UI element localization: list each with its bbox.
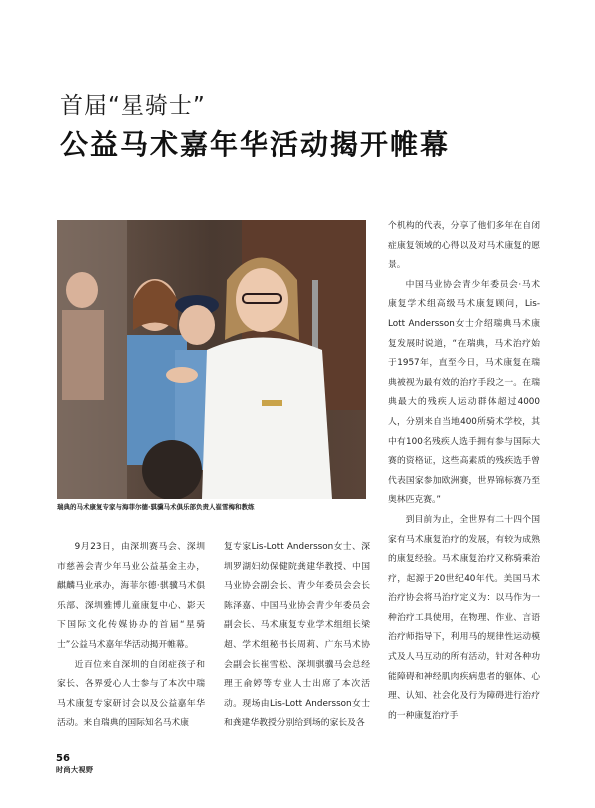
article-title-line1: 首届“星骑士” <box>60 93 206 119</box>
article-title-line2: 公益马术嘉年华活动揭开帷幕 <box>60 128 451 161</box>
article-column-right <box>388 217 540 726</box>
photo-caption: 瑞典的马术康复专家与海菲尔德·骐骥马术俱乐部负责人崔雪梅和教练 <box>57 503 255 511</box>
paragraph: 9月23日，由深圳赛马会、深圳市慈善会青少年马业公益基金主办，麒麟马业承办，海菲尔德·骐骥马术俱乐部、深圳雅博儿童康复中心、影天下国际文化传媒协办的首届“星骑士”公益马术嘉年华活动揭开帷幕。 <box>57 542 205 650</box>
paragraph: 中国马业协会青少年委员会·马术康复学术组高级马术康复顾问，Lis-Lott Andersson女士介绍瑞典马术康复发展时说道，“在瑞典，马术治疗始于1957年，直至今日，马术康复在瑞典被视为最有效的治疗手段之一。在瑞典最大的残疾人运动群体超过4000人，分别来自当地400所骑术学校，其中有100名残疾人选手拥有参与国际大赛的资格证，这些高素质的残疾选手曾代表国家参加欧洲赛，世界锦标赛乃至奥林匹克赛。” <box>388 279 540 506</box>
page-number: 56 <box>56 753 70 764</box>
paragraph: 复专家Lis-Lott Andersson女士、深圳罗湖妇幼保健院龚建华教授、中国马业协会副会长、青少年委员会会长陈泽嘉、中国马业协会青少年委员会副会长、马术康复专业学术组组长梁超、学术组秘书长周莉、广东马术协会副会长崔雪松、深圳骐骥马会总经理王俞婷等专业人士出席了本次活动。现场由Lis-Lott Andersson女士和龚建华教授分别给到场的家长及各 <box>224 542 370 729</box>
article-photo <box>57 220 366 499</box>
article-column-middle <box>224 538 370 734</box>
article-column-left <box>57 538 205 734</box>
paragraph: 近百位来自深圳的自闭症孩子和家长、各界爱心人士参与了本次中瑞马术康复专家研讨会以及公益嘉年华活动。来自瑞典的国际知名马术康 <box>57 659 205 729</box>
paragraph: 到目前为止，全世界有二十四个国家有马术康复治疗的发展，有较为成熟的康复经验。马术康复治疗又称骑乘治疗，起源于20世纪40年代。美国马术治疗协会将马治疗定义为：以马作为一种治疗工具使用，在物理、作业、言语治疗师指导下，利用马的规律性运动模式及人马互动的所有活动，针对各种功能障碍和神经肌肉疾病患者的躯体、心理、认知、社会化及行为障碍进行治疗的一种康复治疗手 <box>388 514 540 721</box>
paragraph: 个机构的代表，分享了他们多年在自闭症康复领域的心得以及对马术康复的愿景。 <box>388 221 540 271</box>
magazine-name: 时尚大视野 <box>56 766 94 774</box>
